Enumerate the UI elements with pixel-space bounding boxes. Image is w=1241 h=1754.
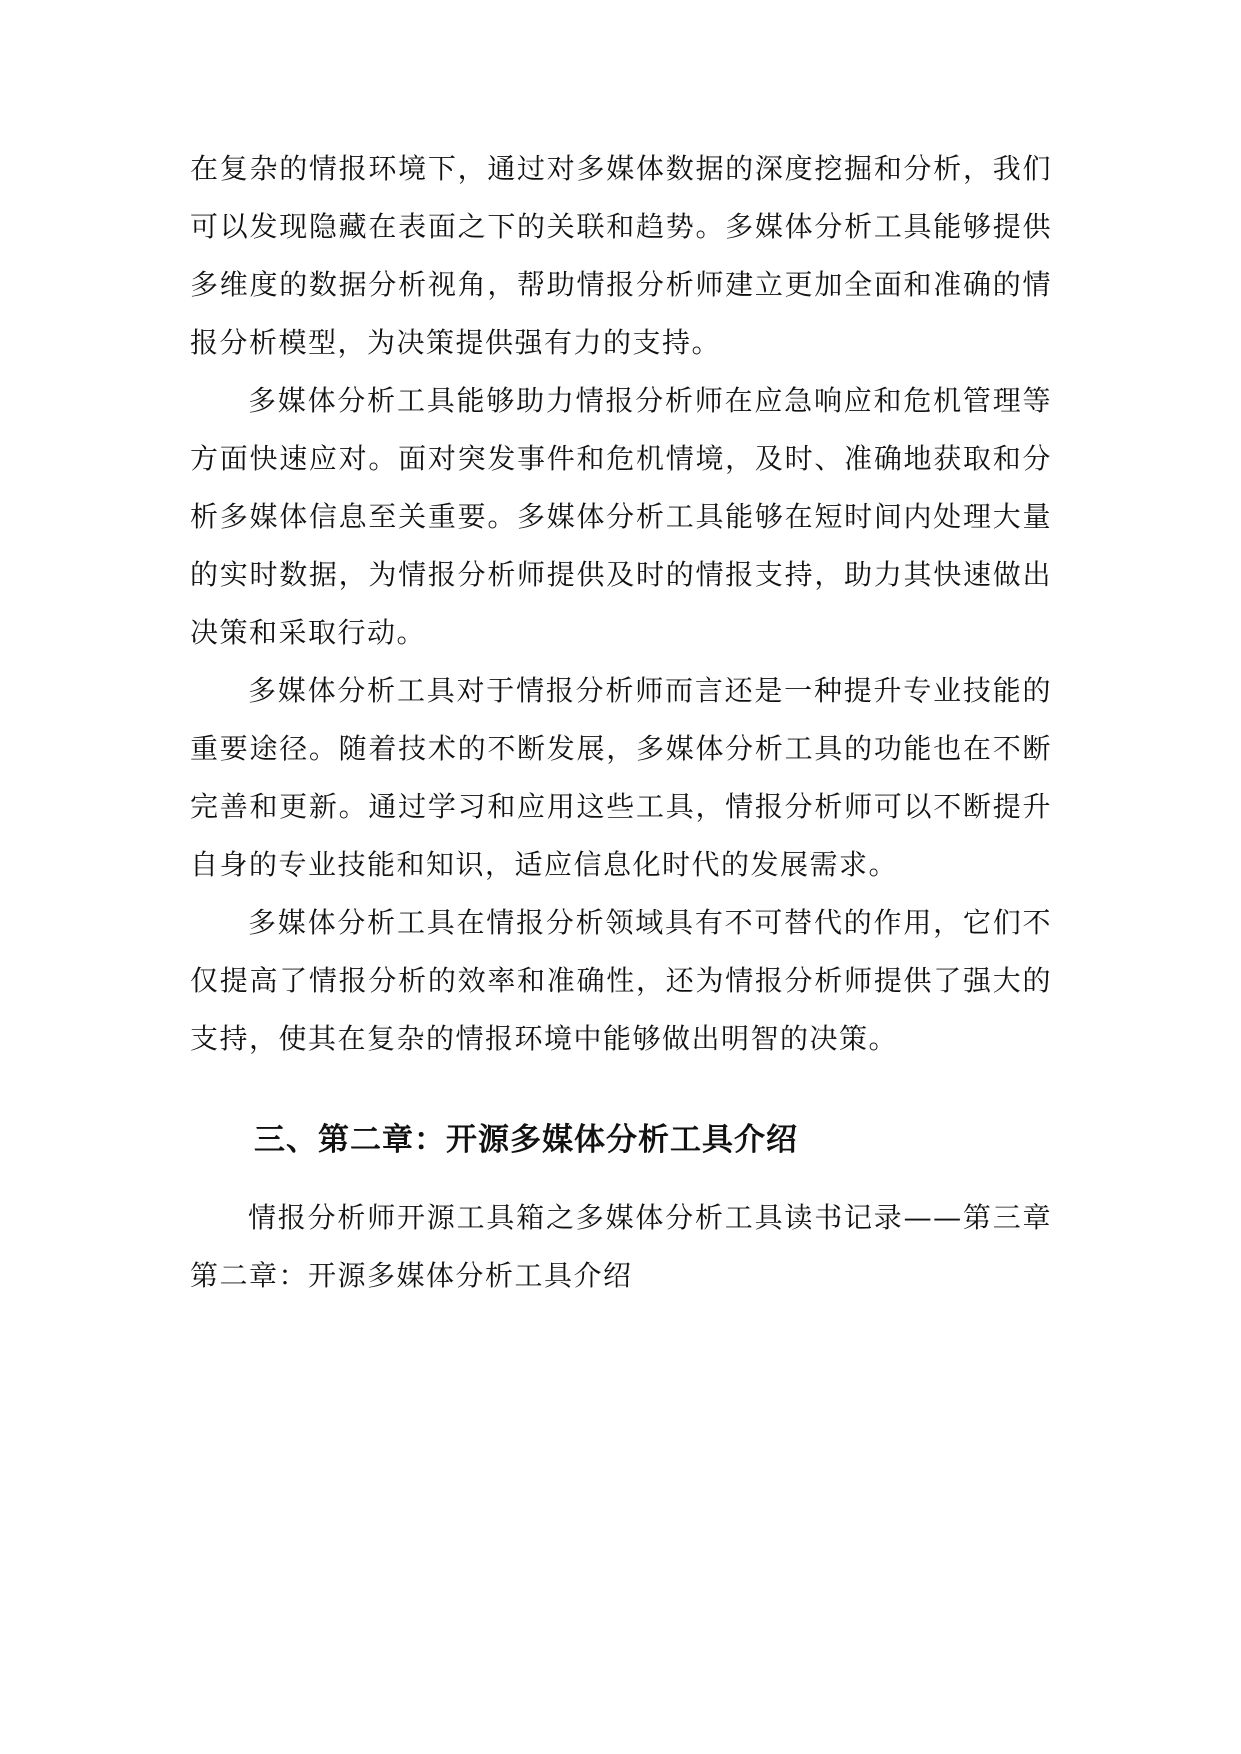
section-heading: 三、第二章：开源多媒体分析工具介绍 (254, 1122, 798, 1158)
body-paragraph: 在复杂的情报环境下，通过对多媒体数据的深度挖掘和分析，我们可以发现隐藏在表面之下的关联和趋势。多媒体分析工具能够提供多维度的数据分析视角，帮助情报分析师建立更加全面和准确的情报分析模型，为决策提供强有力的支持。 (190, 152, 1052, 359)
body-paragraph: 多媒体分析工具在情报分析领域具有不可替代的作用，它们不仅提高了情报分析的效率和准确性，还为情报分析师提供了强大的支持，使其在复杂的情报环境中能够做出明智的决策。 (190, 906, 1052, 1055)
document-body (190, 140, 1052, 1305)
body-paragraph: 多媒体分析工具能够助力情报分析师在应急响应和危机管理等方面快速应对。面对突发事件和危机情境，及时、准确地获取和分析多媒体信息至关重要。多媒体分析工具能够在短时间内处理大量的实时数据，为情报分析师提供及时的情报支持，助力其快速做出决策和采取行动。 (190, 384, 1052, 649)
body-paragraph: 情报分析师开源工具箱之多媒体分析工具读书记录——第三章第二章：开源多媒体分析工具介绍 (190, 1201, 1052, 1292)
body-paragraph: 多媒体分析工具对于情报分析师而言还是一种提升专业技能的重要途径。随着技术的不断发展，多媒体分析工具的功能也在不断完善和更新。通过学习和应用这些工具，情报分析师可以不断提升自身的专业技能和知识，适应信息化时代的发展需求。 (190, 674, 1052, 881)
